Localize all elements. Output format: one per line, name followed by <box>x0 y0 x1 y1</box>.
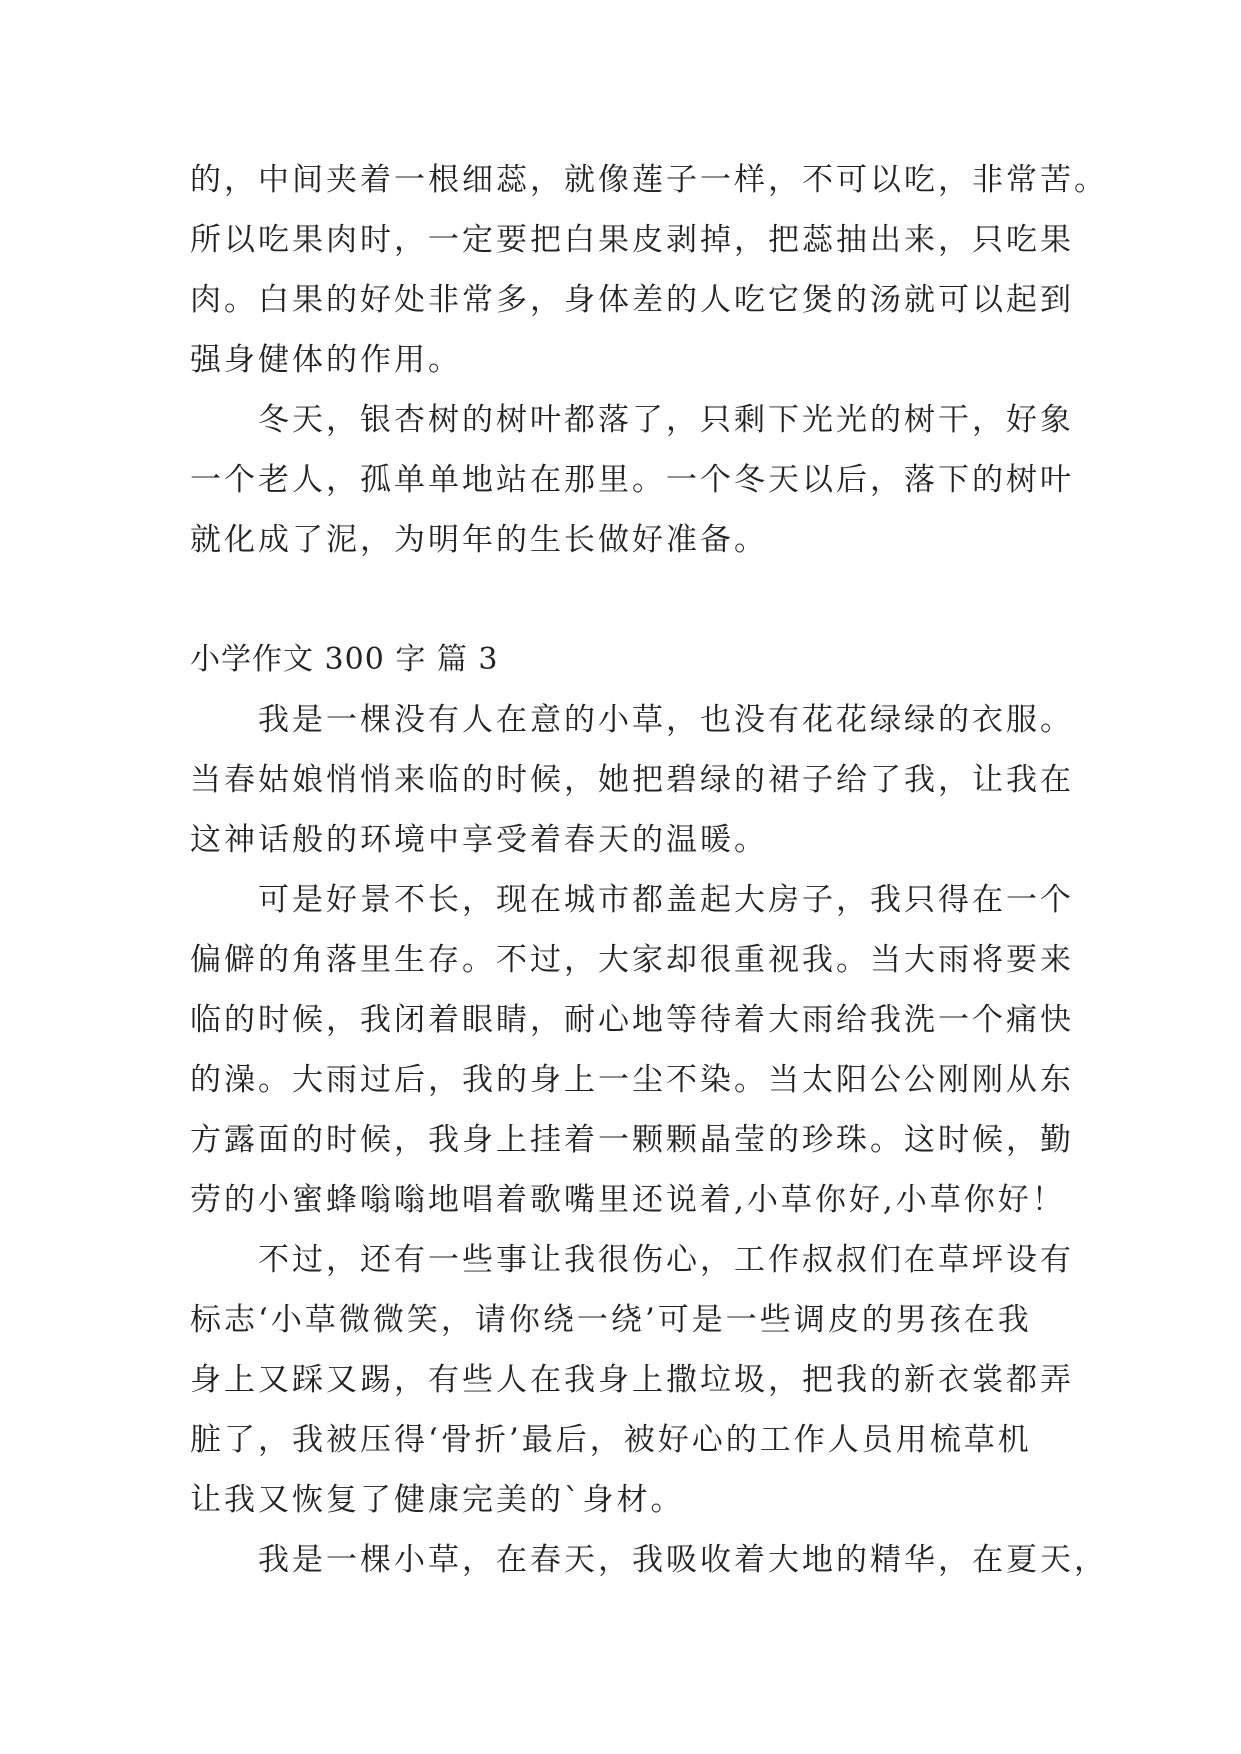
text-line: 可是好景不长，现在城市都盖起大房子，我只得在一个 <box>190 882 1074 918</box>
text-line: 冬天，银杏树的树叶都落了，只剩下光光的树干，好象 <box>190 402 1074 438</box>
text-line: 我是一棵没有人在意的小草，也没有花花绿绿的衣服。 <box>190 702 1074 738</box>
section-heading: 小学作文 300 字 篇 3 <box>190 642 499 677</box>
text-line: 偏僻的角落里生存。不过，大家却很重视我。当大雨将要来 <box>190 942 1074 978</box>
paragraph <box>190 1230 1090 1530</box>
document-body <box>190 150 1108 1590</box>
text-line: 身上又踩又踢，有些人在我身上撒垃圾，把我的新衣裳都弄 <box>190 1362 1074 1398</box>
text-line: 标志‘小草微微笑，请你绕一绕’可是一些调皮的男孩在我 <box>190 1302 1032 1338</box>
text-line: 强身健体的作用。 <box>190 342 462 378</box>
text-line: 方露面的时候，我身上挂着一颗颗晶莹的珍珠。这时候，勤 <box>190 1122 1074 1158</box>
text-line: 不过，还有一些事让我很伤心，工作叔叔们在草坪设有 <box>190 1242 1074 1278</box>
text-line: 脏了，我被压得‘骨折’最后，被好心的工作人员用梳草机 <box>190 1422 1032 1458</box>
text-line: 一个老人，孤单单地站在那里。一个冬天以后，落下的树叶 <box>190 462 1074 498</box>
paragraph <box>190 870 1090 1230</box>
paragraph <box>190 150 1108 390</box>
text-line: 肉。白果的好处非常多，身体差的人吃它煲的汤就可以起到 <box>190 282 1074 318</box>
text-line: 让我又恢复了健康完美的`身材。 <box>190 1482 685 1518</box>
text-line: 的澡。大雨过后，我的身上一尘不染。当太阳公公刚刚从东 <box>190 1062 1074 1098</box>
text-line: 所以吃果肉时，一定要把白果皮剥掉，把蕊抽出来，只吃果 <box>190 222 1074 258</box>
text-line: 就化成了泥，为明年的生长做好准备。 <box>190 522 768 558</box>
text-line: 临的时候，我闭着眼睛，耐心地等待着大雨给我洗一个痛快 <box>190 1002 1074 1038</box>
section-spacer <box>190 570 1090 630</box>
text-line: 劳的小蜜蜂嗡嗡地唱着歌嘴里还说着,小草你好,小草你好！ <box>190 1182 1066 1218</box>
paragraph <box>190 690 1090 870</box>
text-line: 我是一棵小草，在春天，我吸收着大地的精华，在夏天， <box>190 1542 1108 1578</box>
paragraph <box>190 1530 1108 1590</box>
text-line: 当春姑娘悄悄来临的时候，她把碧绿的裙子给了我，让我在 <box>190 762 1074 798</box>
text-line: 这神话般的环境中享受着春天的温暖。 <box>190 822 768 858</box>
text-line: 的，中间夹着一根细蕊，就像莲子一样，不可以吃，非常苦。 <box>190 162 1108 198</box>
paragraph <box>190 390 1090 570</box>
